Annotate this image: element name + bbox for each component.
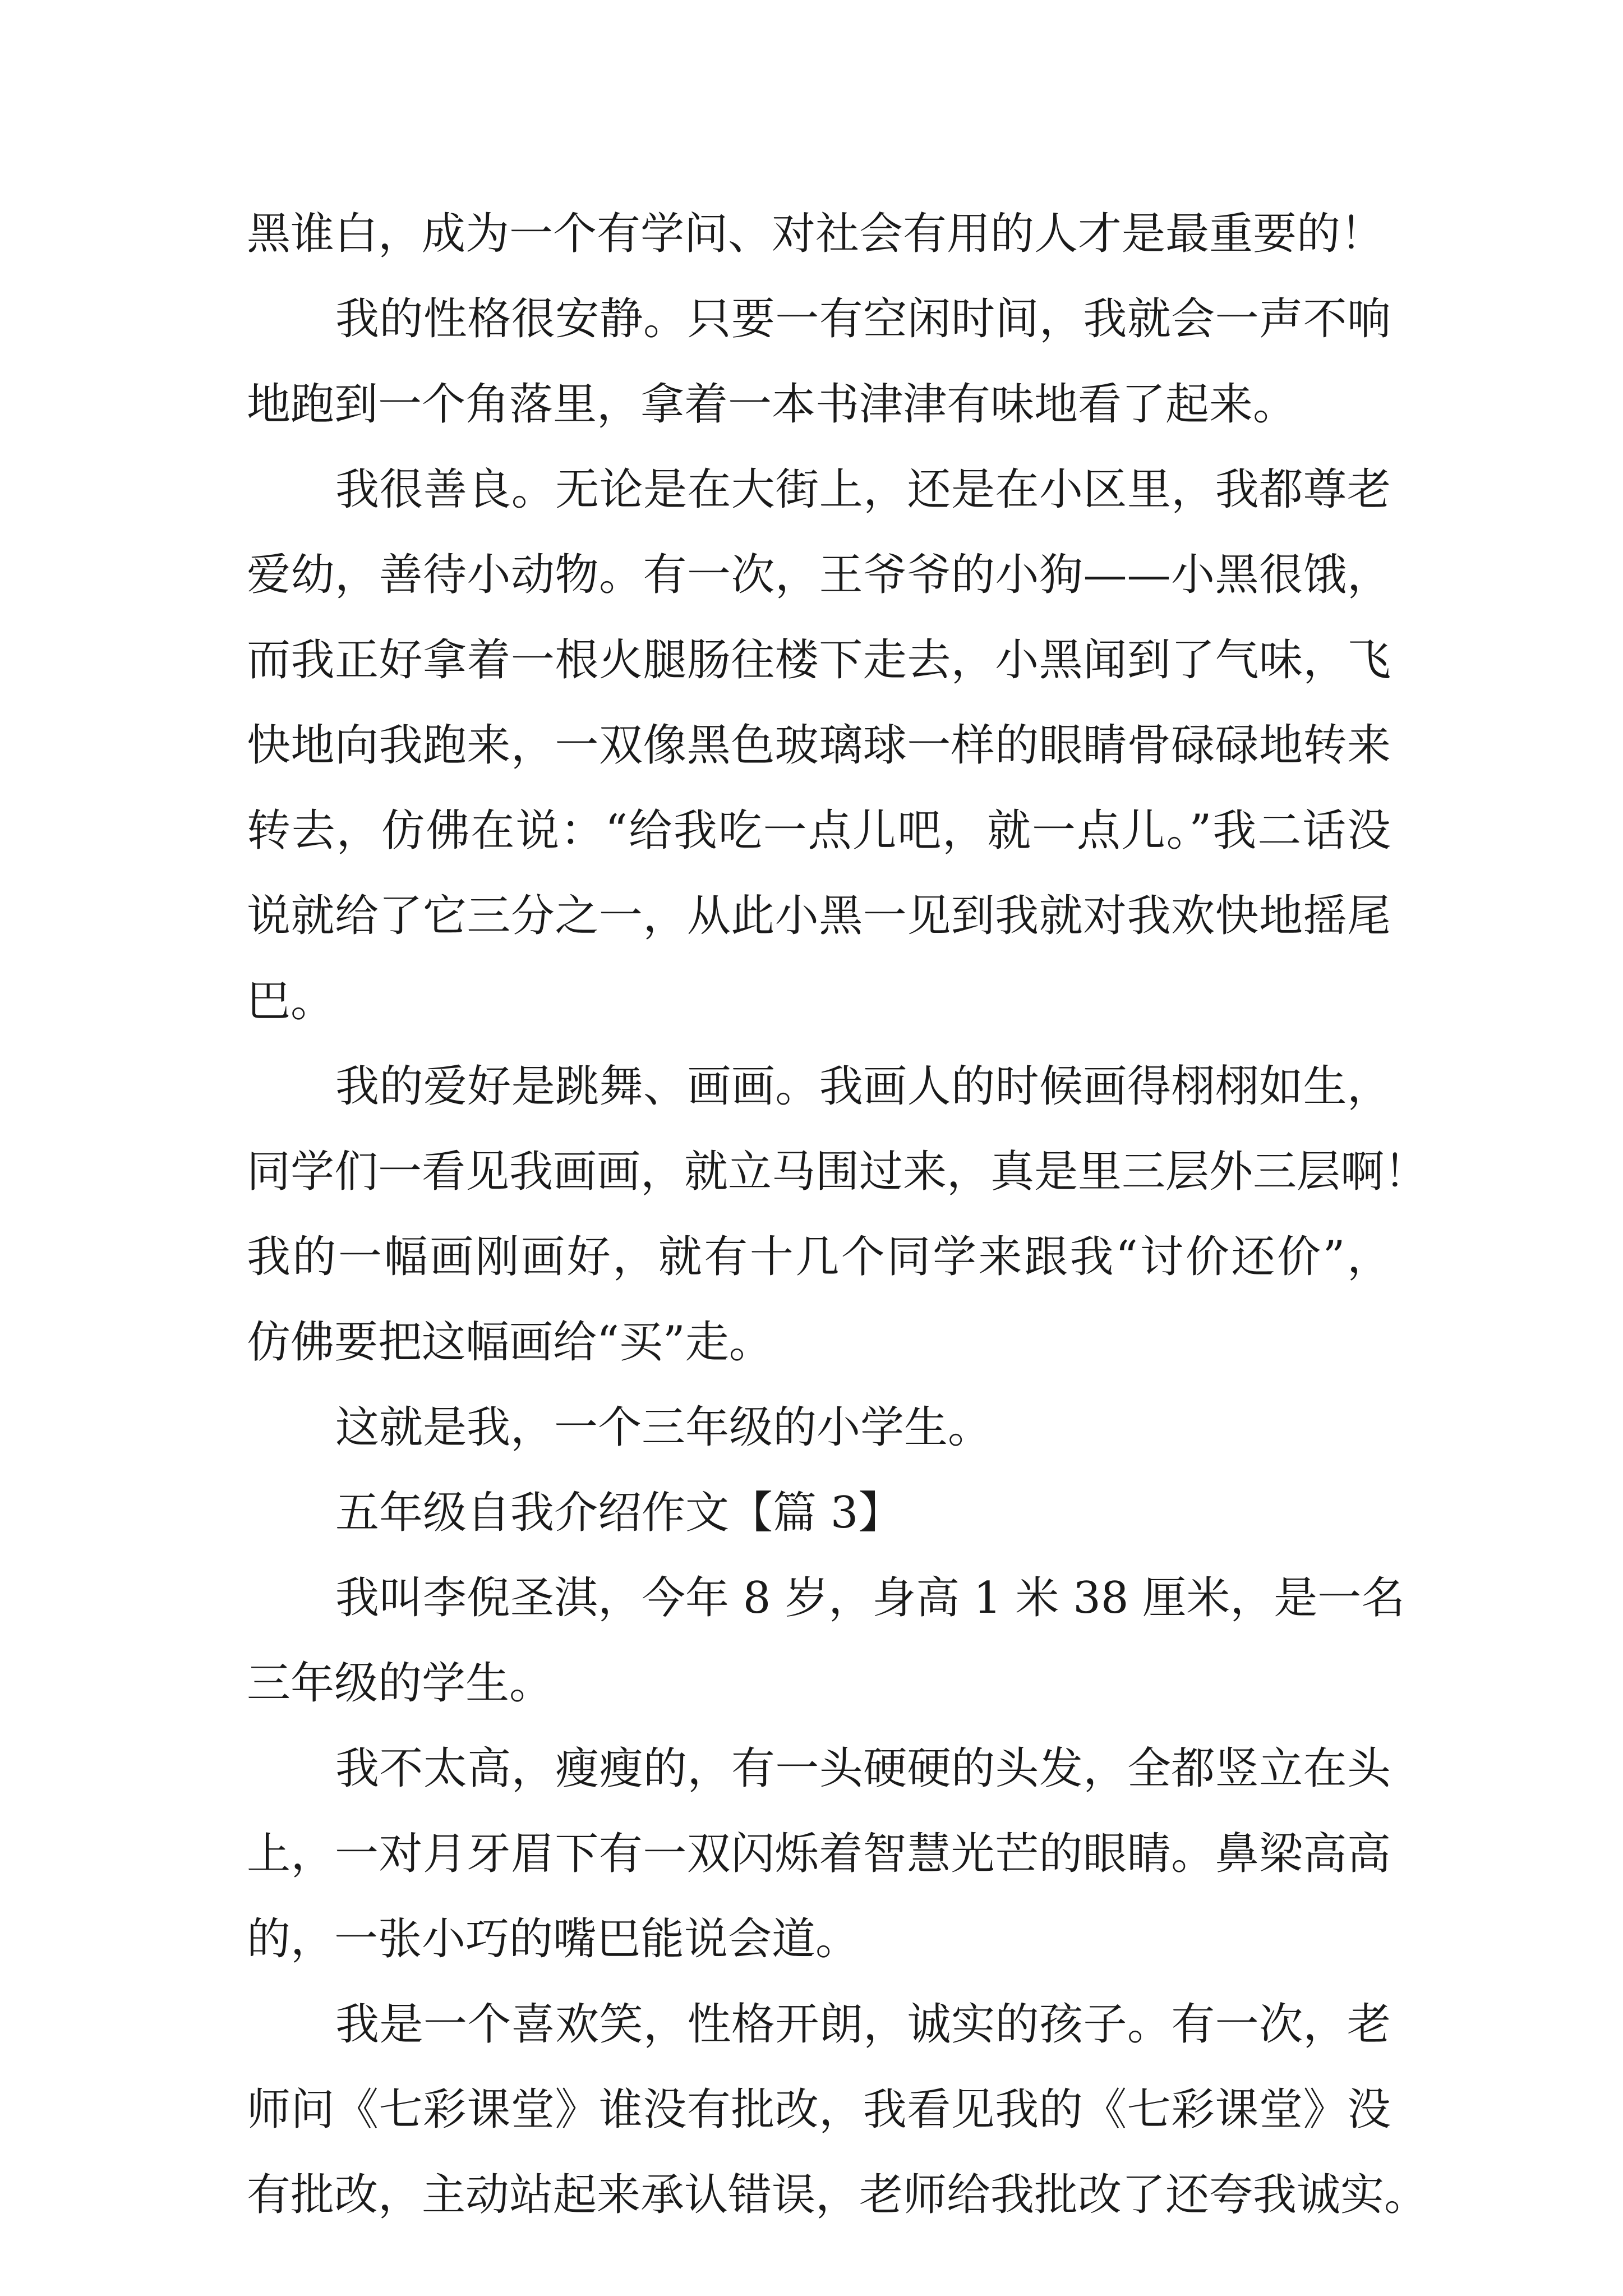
paragraph-start: 我不太高，瘦瘦的，有一头硬硬的头发，全都竖立在头 xyxy=(335,1743,1391,1794)
text-line: 而我正好拿着一根火腿肠往楼下走去，小黑闻到了气味，飞 xyxy=(247,635,1391,685)
text-line: 转去，仿佛在说：“给我吃一点儿吧，就一点儿。”我二话没 xyxy=(247,806,1391,856)
text-line: 地跑到一个角落里，拿着一本书津津有味地看了起来。 xyxy=(247,379,1297,430)
text-line: 有批改，主动站起来承认错误，老师给我批改了还夸我诚实。 xyxy=(247,2170,1428,2220)
paragraph-start: 我很善良。无论是在大街上，还是在小区里，我都尊老 xyxy=(335,464,1391,515)
text-line: 同学们一看见我画画，就立马围过来，真是里三层外三层啊！ xyxy=(247,1147,1428,1197)
text-line: 快地向我跑来，一双像黑色玻璃球一样的眼睛骨碌碌地转来 xyxy=(247,720,1391,771)
section-heading: 五年级自我介绍作文【篇 3】 xyxy=(335,1488,902,1538)
text-line: 说就给了它三分之一，从此小黑一见到我就对我欢快地摇尾 xyxy=(247,891,1391,941)
text-line: 的，一张小巧的嘴巴能说会道。 xyxy=(247,1914,860,1964)
text-line: 仿佛要把这幅画给“买”走。 xyxy=(247,1317,773,1368)
text-line: 我的一幅画刚画好，就有十几个同学来跟我“讨价还价”， xyxy=(247,1232,1391,1282)
paragraph-start: 我是一个喜欢笑，性格开朗，诚实的孩子。有一次，老 xyxy=(335,1999,1391,2050)
paragraph-start: 我叫李倪圣淇，今年 8 岁，身高 1 米 38 厘米，是一名 xyxy=(335,1573,1405,1623)
paragraph-start: 这就是我，一个三年级的小学生。 xyxy=(335,1402,992,1453)
text-line: 师问《七彩课堂》谁没有批改，我看见我的《七彩课堂》没 xyxy=(247,2085,1391,2135)
paragraph-start: 我的爱好是跳舞、画画。我画人的时候画得栩栩如生， xyxy=(335,1061,1391,1112)
text-line: 爱幼，善待小动物。有一次，王爷爷的小狗——小黑很饿， xyxy=(247,550,1391,600)
text-line: 三年级的学生。 xyxy=(247,1658,554,1709)
text-line: 黑谁白，成为一个有学问、对社会有用的人才是最重要的！ xyxy=(247,209,1385,259)
text-line: 巴。 xyxy=(247,976,335,1027)
paragraph-start: 我的性格很安静。只要一有空闲时间，我就会一声不响 xyxy=(335,294,1391,344)
text-line: 上，一对月牙眉下有一双闪烁着智慧光芒的眼睛。鼻梁高高 xyxy=(247,1829,1391,1879)
